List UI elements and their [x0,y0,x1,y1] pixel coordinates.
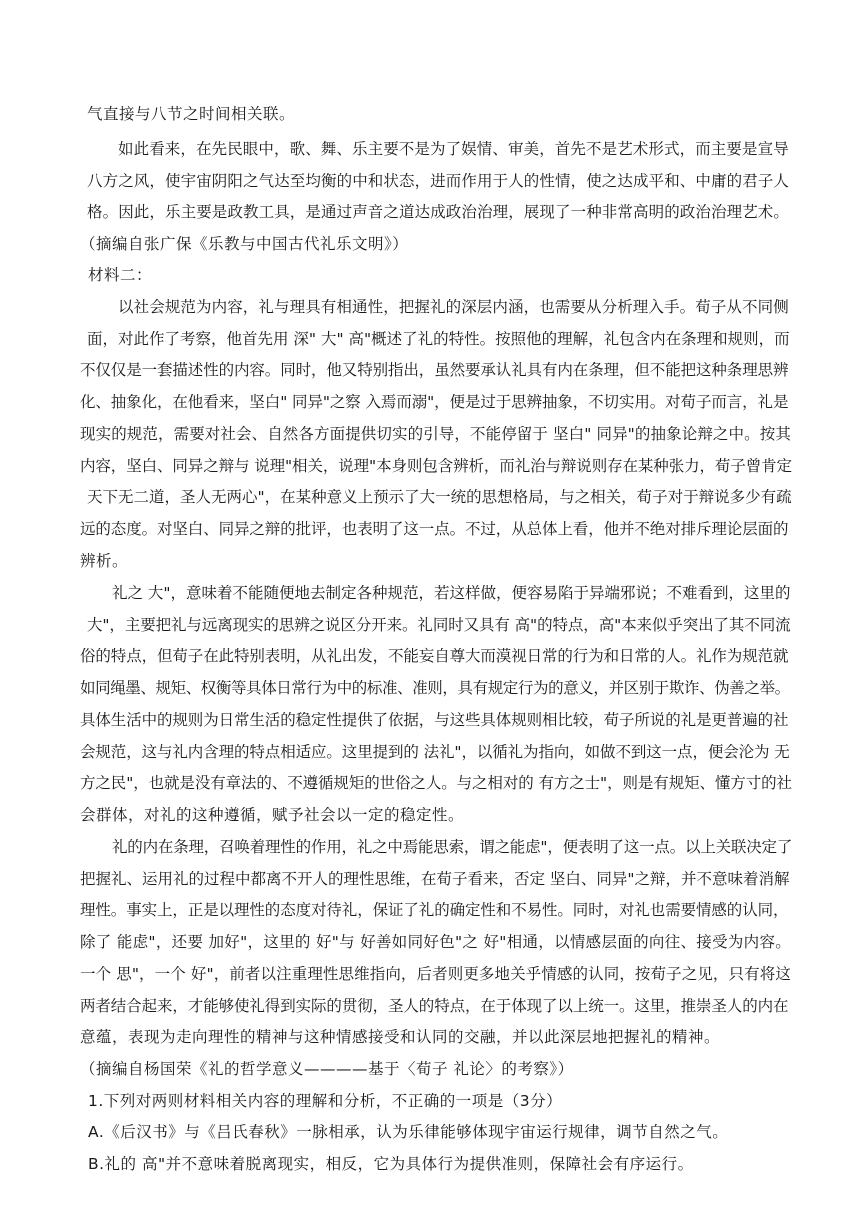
question-prompt: 1.下列对两则材料相关内容的理解和分析，不正确的一项是（3分） [88,1092,563,1110]
text-line: 礼之 大"，意味着不能随便地去制定各种规范，若这样做，便容易陷于异端邪说；不难看到，这里的 [112,584,791,602]
source-citation: （摘编自张广保《乐教与中国古代礼乐文明》） [80,235,409,253]
text-line: 礼的内在条理，召唤着理性的作用，礼之中焉能思索，谓之能虑"，便表明了这一点。以上关联决定了 [112,838,793,856]
text-line: 两者结合起来，才能够使礼得到实际的贯彻，圣人的特点，在于体现了以上统一。这里，推崇圣人的内在 [80,997,789,1015]
text-line: 如同绳墨、规矩、权衡等具体日常行为中的标准、准则，具有规定行为的意义，并区别于欺诈、伪善之举。 [80,679,790,697]
text-line: 不仅仅是一套描述性的内容。同时，他又特别指出，虽然要承认礼具有内在条理，但不能把这种条理思辨 [80,361,789,379]
text-line: 理性。事实上，正是以理性的态度对待礼，保证了礼的确定性和不易性。同时，对礼也需要情感的认同， [80,901,789,919]
text-line: 气直接与八节之时间相关联。 [87,105,296,123]
text-line: 天下无二道，圣人无两心"，在某种意义上预示了大一统的思想格局，与之相关，荀子对于辩说多少有疏 [87,488,792,506]
text-line: 八方之风，使宇宙阴阳之气达至均衡的中和状态，进而作用于人的性情，使之达成平和、中庸的君子人 [87,172,790,190]
text-line: 以社会规范为内容，礼与理具有相通性，把握礼的深层内涵，也需要从分析理入手。荀子从不同侧 [118,298,789,316]
section-heading: 材料二： [88,266,153,284]
text-line: 远的态度。对坚白、同异之辩的批评，也表明了这一点。不过，从总体上看，他并不绝对排斥理论层面的 [80,520,789,538]
text-line: 一个 思"，一个 好"，前者以注重理性思维指向，后者则更多地关乎情感的认同，按荀子之见，只有将这 [80,965,791,983]
text-line: 大"，主要把礼与远离现实的思辨之说区分开来。礼同时又具有 高"的特点，高"本来似乎突出了其不同流 [87,616,791,634]
text-line: 会群体，对礼的这种遵循，赋予社会以一定的稳定性。 [80,806,465,824]
text-line: 意蕴，表现为走向理性的精神与这种情感接受和认同的交融，并以此深层地把握礼的精神。 [80,1028,721,1046]
text-line: 格。因此，乐主要是政教工具，是通过声音之道达成政治治理，展现了一种非常高明的政治治理艺术。 [87,203,790,221]
text-line: 面，对此作了考察，他首先用 深" 大" 高"概述了礼的特性。按照他的理解，礼包含内在条理和规则，而 [87,330,790,348]
text-line: 把握礼、运用礼的过程中都离不开人的理性思维，在荀子看来，否定 坚白、同异"之辩，并不意味着消解 [80,870,790,888]
answer-option-a: A.《后汉书》与《吕氏春秋》一脉相承，认为乐律能够体现宇宙运行规律，调节自然之气。 [88,1123,729,1141]
answer-option-b: B.礼的 高"并不意味着脱离现实，相反，它为具体行为提供准则，保障社会有序运行。 [88,1155,694,1173]
text-line: 具体生活中的规则为日常生活的稳定性提供了依据，与这些具体规则相比较，荀子所说的礼是更普遍的社 [80,711,789,729]
text-line: 俗的特点，但荀子在此特别表明，从礼出发，不能妄自尊大而漠视日常的行为和日常的人。礼作为规范就 [80,647,789,665]
text-line: 内容，坚白、同异之辩与 说理"相关，说理"本身则包含辨析，而礼治与辩说则存在某种张力，荀子曾肯定 [80,457,792,475]
text-line: 辨析。 [80,552,129,570]
text-line: 现实的规范，需要对社会、自然各方面提供切实的引导，不能停留于 坚白" 同异"的抽象论辩之中。按其 [80,425,791,443]
text-line: 化、抽象化，在他看来，坚白" 同异"之察 入焉而溺"，便是过于思辨抽象，不切实用。对荀子而言，礼是 [80,393,789,411]
source-citation: （摘编自杨国荣《礼的哲学意义————基于〈荀子 礼论〉的考察》） [80,1060,574,1078]
text-line: 如此看来，在先民眼中，歌、舞、乐主要不是为了娱情、审美，首先不是艺术形式，而主要是宣导 [118,140,789,158]
text-line: 会规范，这与礼内含理的特点相适应。这里提到的 法礼"，以循礼为指向，如做不到这一点，便会沦为 无 [80,743,790,761]
text-line: 方之民"，也就是没有章法的、不遵循规矩的世俗之人。与之相对的 有方之士"，则是有规矩、懂方寸的社 [80,774,792,792]
text-line: 除了 能虑"，还要 加好"，这里的 好"与 好善如同好色"之 好"相通，以情感层面的向往、接受为内容。 [80,933,792,951]
